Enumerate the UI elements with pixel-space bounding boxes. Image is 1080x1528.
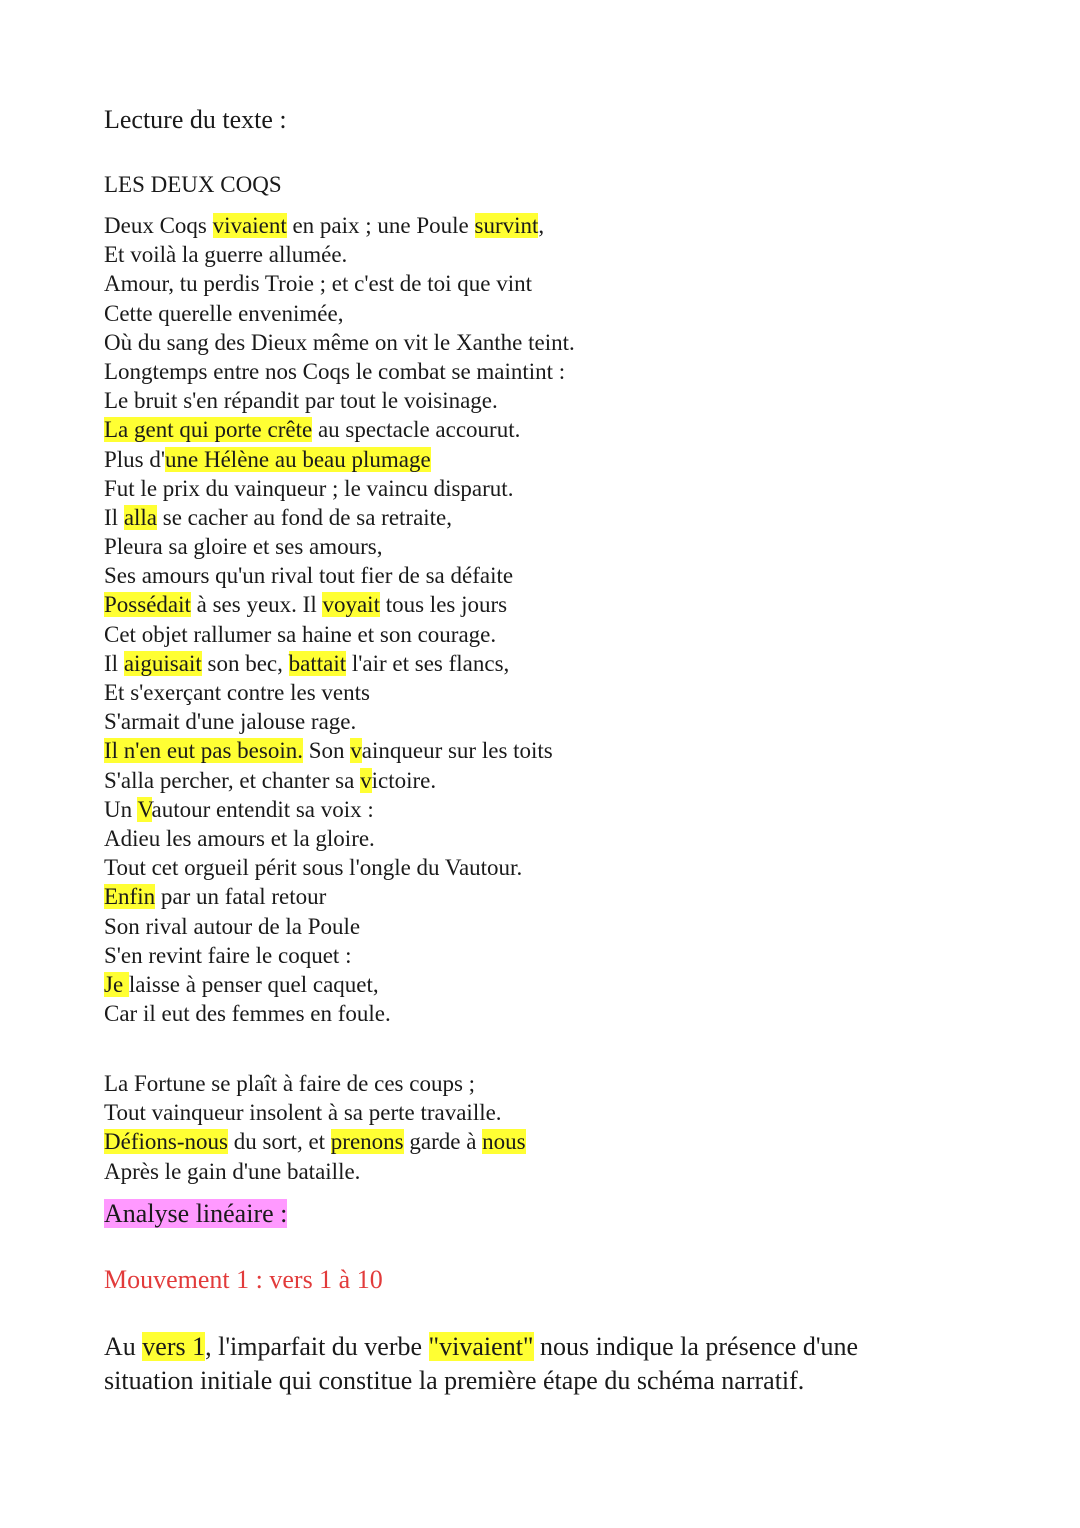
text-line — [104, 415, 575, 444]
text-line — [104, 620, 575, 649]
highlighted-text: "vivaient" — [428, 1332, 534, 1361]
text-line — [104, 474, 575, 503]
text-line — [104, 707, 575, 736]
text-segment: Deux Coqs — [104, 213, 213, 238]
text-line — [104, 736, 575, 765]
text-segment: Fut le prix du vainqueur ; le vaincu disparut. — [104, 475, 514, 501]
text-segment: Tout cet orgueil périt sous l'ongle du Vautour. — [104, 855, 523, 881]
text-segment: tous les jours — [379, 592, 508, 618]
highlighted-text: voyait — [322, 592, 380, 618]
text-line — [104, 386, 575, 415]
text-segment: ictoire. — [371, 767, 437, 793]
text-segment: laisse à penser quel caquet, — [128, 971, 379, 997]
text-line — [104, 999, 575, 1028]
text-segment: autour entendit sa voix : — [151, 796, 374, 822]
text-segment: S'alla percher, et chanter sa — [104, 767, 361, 793]
text-segment: Pleura sa gloire et ses amours, — [104, 534, 383, 560]
text-line — [104, 328, 575, 357]
highlighted-text: Possédait — [104, 592, 191, 618]
highlighted-text: prenons — [330, 1129, 404, 1155]
text-line — [104, 503, 575, 532]
text-segment: , l'imparfait du verbe — [205, 1332, 429, 1361]
text-segment: Après le gain d'une bataille. — [104, 1158, 361, 1184]
text-line — [104, 561, 575, 590]
highlighted-text: Il n'en eut pas besoin. — [104, 738, 303, 764]
text-line — [104, 678, 575, 707]
text-segment: S'en revint faire le coquet : — [104, 942, 352, 968]
text-segment: en paix ; une Poule — [286, 213, 475, 238]
text-segment: garde à — [403, 1129, 483, 1155]
text-segment: S'armait d'une jalouse rage. — [104, 709, 357, 735]
text-line — [104, 795, 575, 824]
text-segment: situation initiale qui constitue la première étape du schéma narratif. — [104, 1366, 805, 1395]
text-segment: Son rival autour de la Poule — [104, 913, 361, 939]
text-line — [104, 1098, 526, 1127]
text-segment: Longtemps entre nos Coqs le combat se maintint : — [104, 358, 566, 384]
text-segment: Au — [104, 1332, 143, 1361]
poem-title: LES DEUX COQS — [104, 172, 282, 197]
text-segment: son bec, — [201, 650, 289, 676]
text-line — [104, 590, 575, 619]
highlighted-text: nous — [482, 1129, 526, 1155]
movement-heading: Mouvement 1 : vers 1 à 10 — [104, 1265, 383, 1294]
text-line — [104, 445, 575, 474]
text-segment: Et s'exerçant contre les vents — [104, 680, 370, 705]
text-segment: Ses amours qu'un rival tout fier de sa défaite — [104, 563, 514, 589]
text-line — [104, 1069, 526, 1098]
text-segment: du sort, et — [227, 1129, 331, 1155]
text-segment: Cet objet rallumer sa haine et son courage. — [104, 621, 497, 647]
highlighted-text: une Hélène au beau plumage — [165, 446, 431, 472]
text-line — [104, 824, 575, 853]
text-line — [104, 649, 575, 678]
text-line — [104, 269, 575, 298]
highlighted-text: Je — [104, 971, 129, 997]
text-segment: l'air et ses flancs, — [346, 650, 510, 676]
highlighted-text: Défions-nous — [104, 1129, 228, 1155]
text-line — [104, 912, 575, 941]
highlighted-text: v — [360, 767, 372, 793]
text-segment: Un — [104, 796, 138, 822]
highlighted-text: La gent qui porte crête — [104, 417, 313, 443]
text-segment: Cette querelle envenimée, — [104, 300, 344, 326]
highlighted-text: V — [137, 796, 152, 822]
text-line — [104, 357, 575, 386]
highlighted-text: battait — [288, 650, 347, 676]
text-segment: Il — [104, 650, 124, 676]
text-line — [104, 853, 575, 882]
text-segment: Le bruit s'en répandit par tout le voisinage. — [104, 388, 498, 414]
text-segment: Il — [104, 504, 124, 530]
highlighted-text: vers 1 — [142, 1332, 206, 1361]
text-segment: Amour, tu perdis Troie ; et c'est de toi que vint — [104, 271, 533, 297]
text-line — [104, 1127, 526, 1156]
text-line — [104, 941, 575, 970]
text-line — [104, 970, 575, 999]
text-line — [104, 882, 575, 911]
text-segment: par un fatal retour — [155, 884, 327, 910]
text-segment: Et voilà la guerre allumée. — [104, 242, 348, 268]
text-segment: Car il eut des femmes en foule. — [104, 1001, 391, 1027]
highlighted-text: v — [350, 738, 362, 764]
highlighted-text: aiguisait — [123, 650, 202, 676]
text-line — [104, 299, 575, 328]
analysis-heading — [104, 1198, 287, 1230]
highlighted-text: survint — [474, 213, 539, 238]
text-segment: Plus d' — [104, 446, 166, 472]
text-segment: ainqueur sur les toits — [361, 738, 553, 764]
highlighted-text: vivaient — [212, 213, 287, 238]
analysis-heading-text: Analyse linéaire : — [104, 1199, 288, 1228]
text-segment: au spectacle accourut. — [312, 417, 521, 443]
text-segment: Où du sang des Dieux même on vit le Xanthe teint. — [104, 329, 575, 355]
text-segment: à ses yeux. Il — [190, 592, 323, 618]
text-line — [104, 766, 575, 795]
text-line — [104, 211, 575, 240]
text-line — [104, 532, 575, 561]
text-segment: se cacher au fond de sa retraite, — [157, 504, 453, 530]
text-line — [104, 1364, 858, 1398]
poem-stanza-2 — [104, 1069, 526, 1186]
text-segment: nous indique la présence d'une — [533, 1332, 859, 1361]
text-line — [104, 1330, 858, 1364]
reading-heading: Lecture du texte : — [104, 105, 287, 134]
text-segment: , — [538, 213, 545, 238]
analysis-paragraph — [104, 1330, 858, 1398]
text-segment: La Fortune se plaît à faire de ces coups ; — [104, 1071, 476, 1096]
poem-stanza-1 — [104, 211, 575, 1028]
highlighted-text: alla — [123, 504, 158, 530]
text-line — [104, 1157, 526, 1186]
text-segment: Adieu les amours et la gloire. — [104, 825, 375, 851]
highlighted-text: Enfin — [104, 884, 156, 910]
text-segment: Son — [302, 738, 351, 764]
text-segment: Tout vainqueur insolent à sa perte travaille. — [104, 1100, 502, 1126]
text-line — [104, 240, 575, 269]
